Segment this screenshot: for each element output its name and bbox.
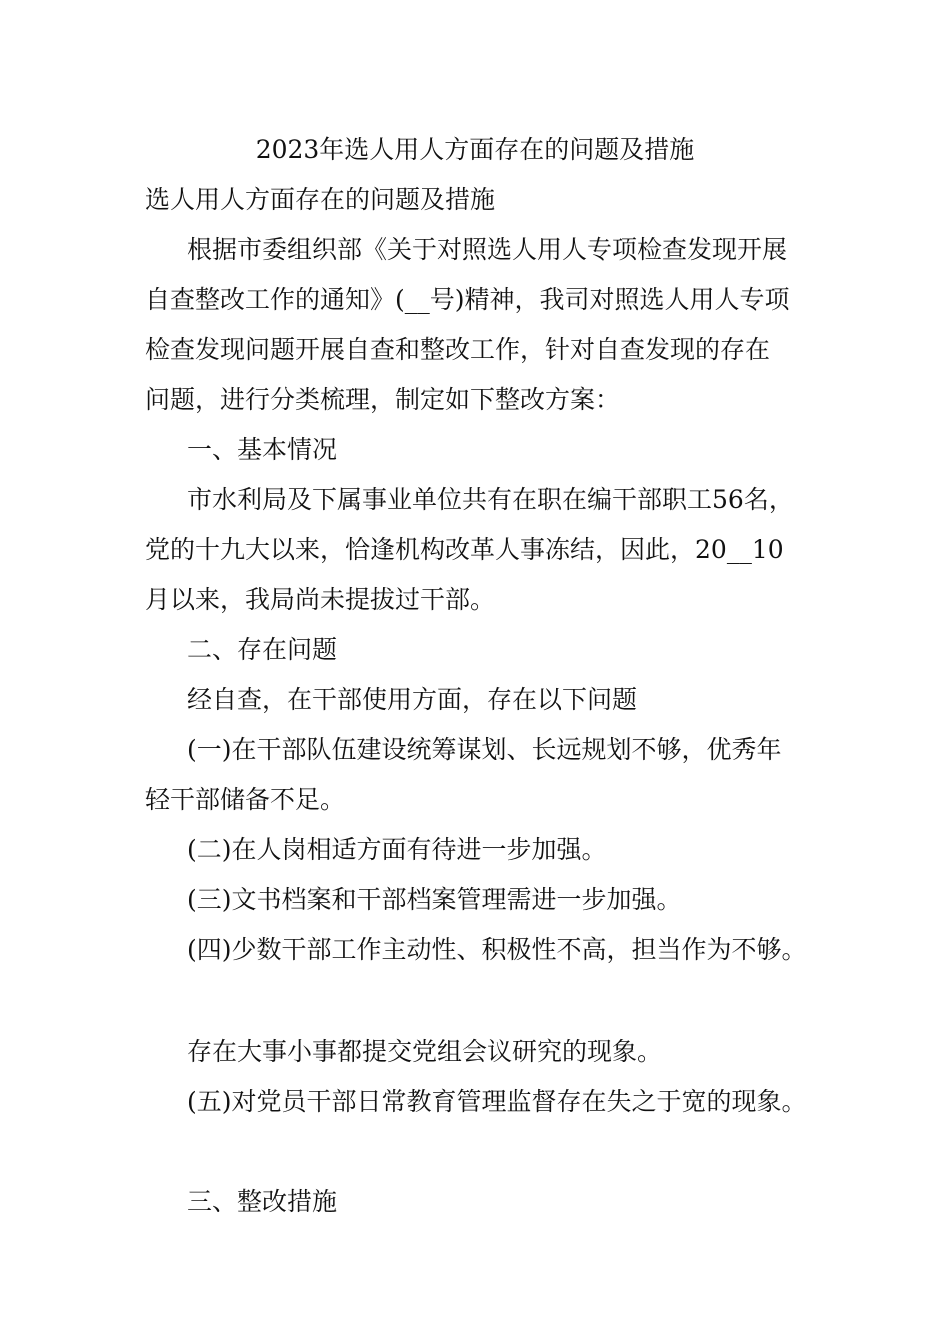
list-item-line: (四)少数干部工作主动性、积极性不高，担当作为不够。 — [187, 935, 807, 964]
paragraph-line: 月以来，我局尚未提拔过干部。 — [145, 585, 496, 614]
paragraph-line: 存在大事小事都提交党组会议研究的现象。 — [187, 1037, 663, 1066]
list-item-line: 轻干部储备不足。 — [145, 785, 346, 814]
document-title: 2023年选人用人方面存在的问题及措施 — [255, 135, 695, 164]
section-heading: 一、基本情况 — [187, 435, 338, 464]
list-item-line: (一)在干部队伍建设统筹谋划、长远规划不够，优秀年 — [187, 735, 782, 764]
paragraph-line: 检查发现问题开展自查和整改工作，针对自查发现的存在 — [145, 335, 771, 364]
paragraph-line: 自查整改工作的通知》(__号)精神，我司对照选人用人专项 — [145, 285, 790, 314]
list-item-line: (二)在人岗相适方面有待进一步加强。 — [187, 835, 607, 864]
document-subtitle: 选人用人方面存在的问题及措施 — [145, 185, 496, 214]
paragraph-line: 问题，进行分类梳理，制定如下整改方案： — [145, 385, 621, 414]
list-item-line: (三)文书档案和干部档案管理需进一步加强。 — [187, 885, 682, 914]
paragraph-line: 经自查，在干部使用方面，存在以下问题 — [187, 685, 638, 714]
paragraph-line: 根据市委组织部《关于对照选人用人专项检查发现开展 — [187, 235, 788, 264]
list-item-line: (五)对党员干部日常教育管理监督存在失之于宽的现象。 — [187, 1087, 807, 1116]
section-heading: 三、整改措施 — [187, 1187, 338, 1216]
section-heading: 二、存在问题 — [187, 635, 338, 664]
paragraph-line: 党的十九大以来，恰逢机构改革人事冻结，因此，20__10 — [145, 535, 784, 564]
paragraph-line: 市水利局及下属事业单位共有在职在编干部职工56名， — [187, 485, 794, 514]
